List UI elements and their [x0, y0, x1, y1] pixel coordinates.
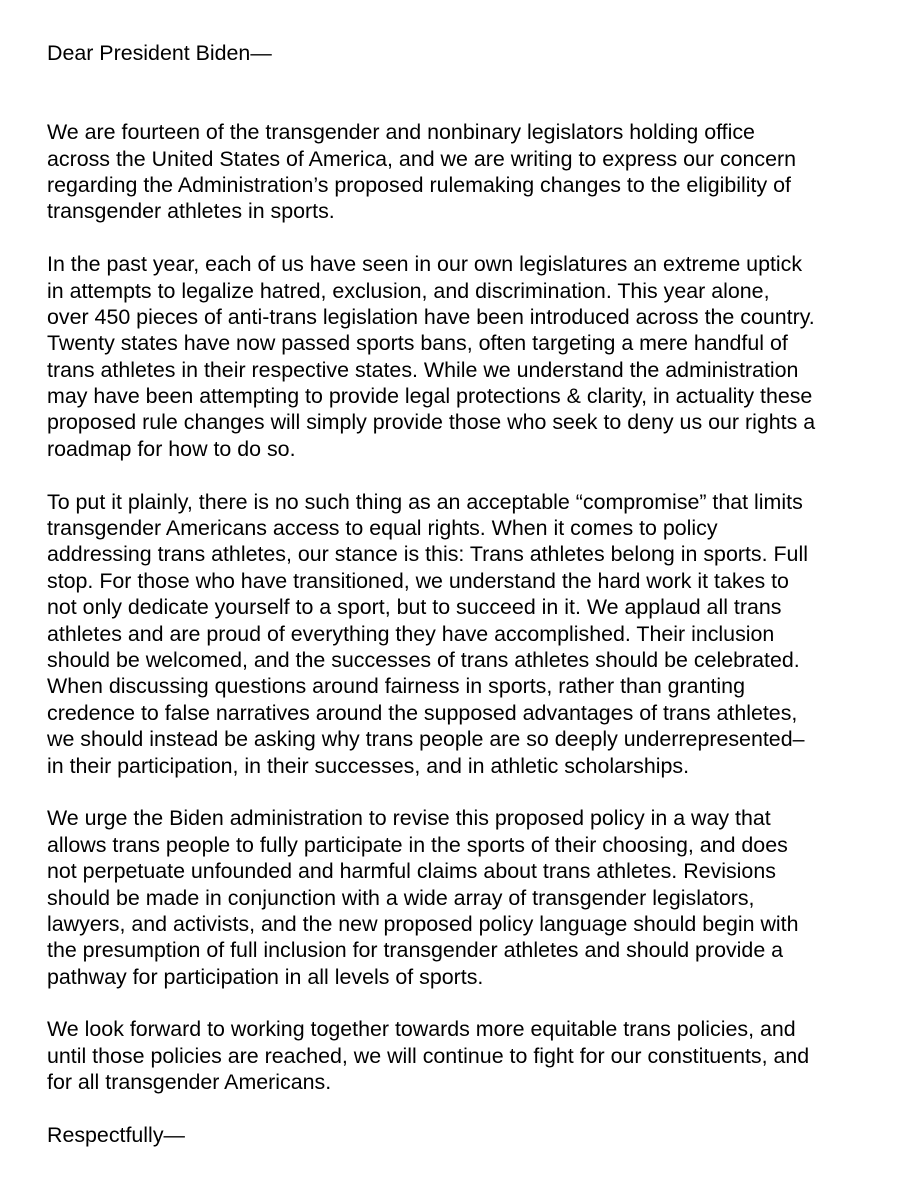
paragraph-line: not only dedicate yourself to a sport, but to succeed in it. We applaud all trans [47, 595, 782, 620]
spacer [47, 66, 907, 119]
paragraph-line: in their participation, in their successes, and in athletic scholarships. [47, 753, 690, 778]
paragraph-line: over 450 pieces of anti-trans legislation have been introduced across the country. [47, 304, 815, 329]
paragraph-line: We urge the Biden administration to revise this proposed policy in a way that [47, 806, 771, 831]
salutation: Dear President Biden— [47, 41, 272, 65]
paragraph-4 [47, 805, 907, 990]
paragraph-line: regarding the Administration’s proposed rulemaking changes to the eligibility of [47, 172, 791, 197]
paragraph-line: the presumption of full inclusion for transgender athletes and should provide a [47, 938, 784, 963]
spacer [47, 990, 907, 1016]
paragraph-line: proposed rule changes will simply provide those who seek to deny us our rights a [47, 410, 816, 435]
paragraph-line: athletes and are proud of everything they have accomplished. Their inclusion [47, 621, 775, 646]
paragraph-line: addressing trans athletes, our stance is this: Trans athletes belong in sports. Full [47, 542, 808, 567]
paragraph-line: for all transgender Americans. [47, 1070, 332, 1095]
paragraph-line: trans athletes in their respective states. While we understand the administration [47, 357, 799, 382]
paragraph-line: may have been attempting to provide legal protections & clarity, in actuality these [47, 384, 813, 409]
paragraph-line: in attempts to legalize hatred, exclusion, and discrimination. This year alone, [47, 278, 770, 303]
paragraph-5 [47, 1016, 907, 1095]
letter-page [47, 40, 907, 1148]
paragraph-1 [47, 119, 907, 225]
spacer [47, 1096, 907, 1122]
spacer [47, 779, 907, 805]
paragraph-line: In the past year, each of us have seen in our own legislatures an extreme uptick [47, 252, 803, 277]
paragraph-line: across the United States of America, and we are writing to express our concern [47, 146, 797, 171]
paragraph-line: allows trans people to fully participate in the sports of their choosing, and does [47, 832, 788, 857]
paragraph-line: we should instead be asking why trans people are so deeply underrepresented– [47, 727, 805, 752]
paragraph-line: When discussing questions around fairness in sports, rather than granting [47, 674, 745, 699]
paragraph-line: transgender athletes in sports. [47, 199, 335, 224]
paragraph-line: lawyers, and activists, and the new proposed policy language should begin with [47, 911, 799, 936]
paragraph-line: Twenty states have now passed sports bans, often targeting a mere handful of [47, 331, 788, 356]
paragraph-line: We look forward to working together towards more equitable trans policies, and [47, 1017, 796, 1042]
paragraph-line: transgender Americans access to equal rights. When it comes to policy [47, 516, 718, 541]
paragraph-line: roadmap for how to do so. [47, 436, 296, 461]
closing: Respectfully— [47, 1123, 185, 1148]
paragraph-line: To put it plainly, there is no such thing as an acceptable “compromise” that limits [47, 489, 803, 514]
paragraph-line: pathway for participation in all levels of sports. [47, 964, 484, 989]
paragraph-line: until those policies are reached, we will continue to fight for our constituents, and [47, 1043, 810, 1068]
spacer [47, 462, 907, 488]
paragraph-line: should be welcomed, and the successes of trans athletes should be celebrated. [47, 648, 800, 672]
paragraph-line: credence to false narratives around the supposed advantages of trans athletes, [47, 700, 798, 725]
paragraph-line: should be made in conjunction with a wide array of transgender legislators, [47, 885, 755, 910]
paragraph-2 [47, 251, 907, 462]
paragraph-line: We are fourteen of the transgender and nonbinary legislators holding office [47, 120, 755, 145]
paragraph-3 [47, 489, 907, 779]
spacer [47, 225, 907, 251]
paragraph-line: not perpetuate unfounded and harmful claims about trans athletes. Revisions [47, 859, 776, 884]
paragraph-line: stop. For those who have transitioned, we understand the hard work it takes to [47, 568, 789, 593]
